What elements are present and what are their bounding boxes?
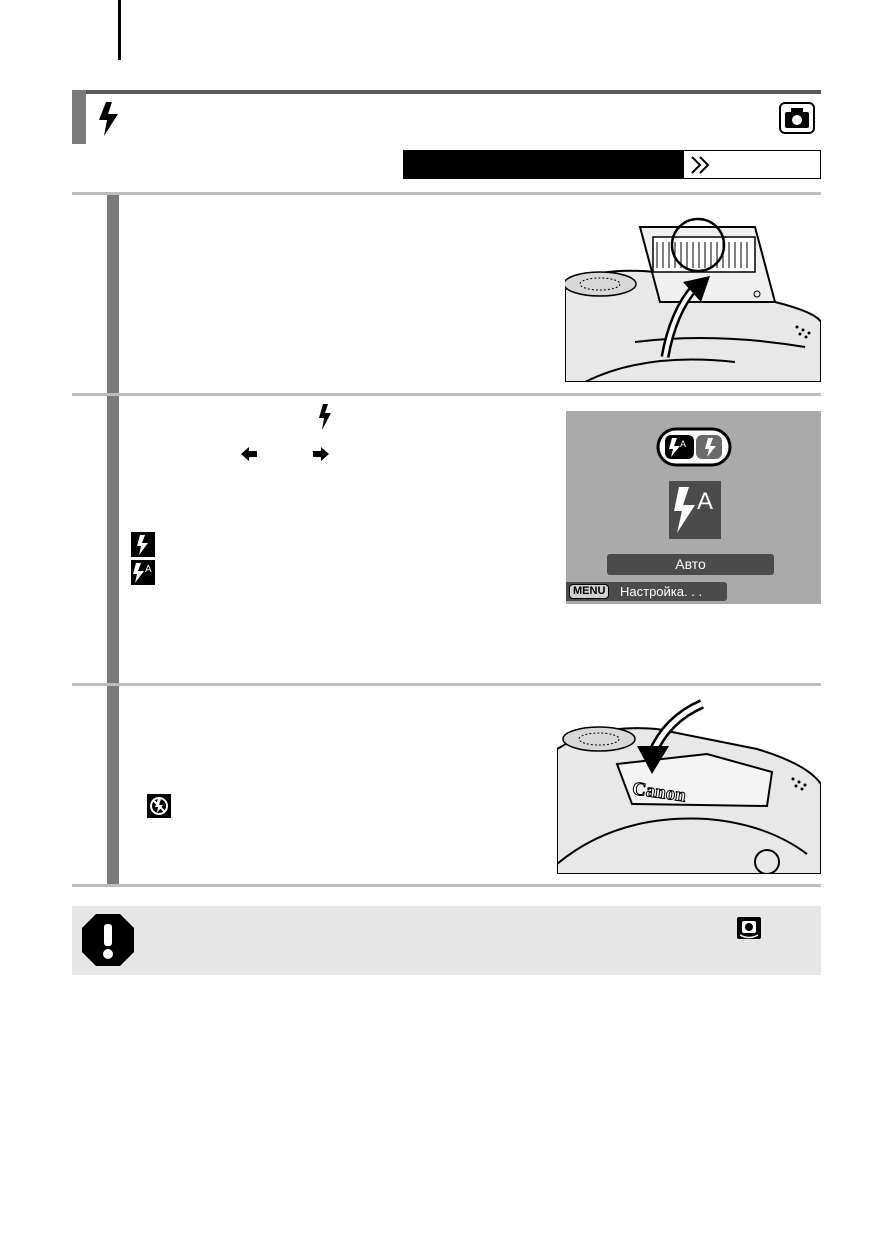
menu-key: MENU <box>569 584 609 599</box>
reference-bar-fill <box>404 151 684 178</box>
caution-icon <box>80 912 136 968</box>
canon-logo: Canon <box>630 778 688 807</box>
lcd-screen <box>566 411 821 604</box>
svg-text:A: A <box>145 564 152 575</box>
section-tab <box>72 90 86 144</box>
caution-box <box>72 906 821 975</box>
flash-popup-illustration <box>565 212 821 382</box>
lcd-menu-bar <box>566 582 727 601</box>
step-divider <box>72 192 821 195</box>
step-divider <box>72 884 821 887</box>
flash-mode-selector <box>656 427 732 467</box>
step-divider <box>72 683 821 686</box>
step-1-strip <box>107 195 119 393</box>
chevron-right-icon <box>688 155 716 175</box>
reference-chevron <box>684 151 820 178</box>
step-2-strip <box>107 396 119 683</box>
step-divider <box>72 393 821 396</box>
flash-auto-large-icon <box>669 481 721 539</box>
lcd-selected-label: Авто <box>607 554 774 575</box>
camera-shake-icon <box>736 916 762 940</box>
flash-on-icon <box>131 532 155 557</box>
flash-off-icon <box>147 794 171 818</box>
flash-auto-icon <box>131 560 155 585</box>
page-edge-marker <box>118 0 121 60</box>
camera-icon <box>779 102 815 134</box>
flash-icon <box>318 404 332 430</box>
reference-bar <box>403 150 821 179</box>
svg-text:A: A <box>697 488 714 515</box>
arrow-left-icon <box>241 446 257 462</box>
lcd-menu-text: Настройка. . . <box>620 584 703 599</box>
flash-close-illustration <box>557 694 821 874</box>
arrow-right-icon <box>313 446 329 462</box>
section-header <box>72 90 821 140</box>
step-3-strip <box>107 686 119 884</box>
svg-text:A: A <box>680 439 687 449</box>
flash-icon <box>98 102 120 136</box>
